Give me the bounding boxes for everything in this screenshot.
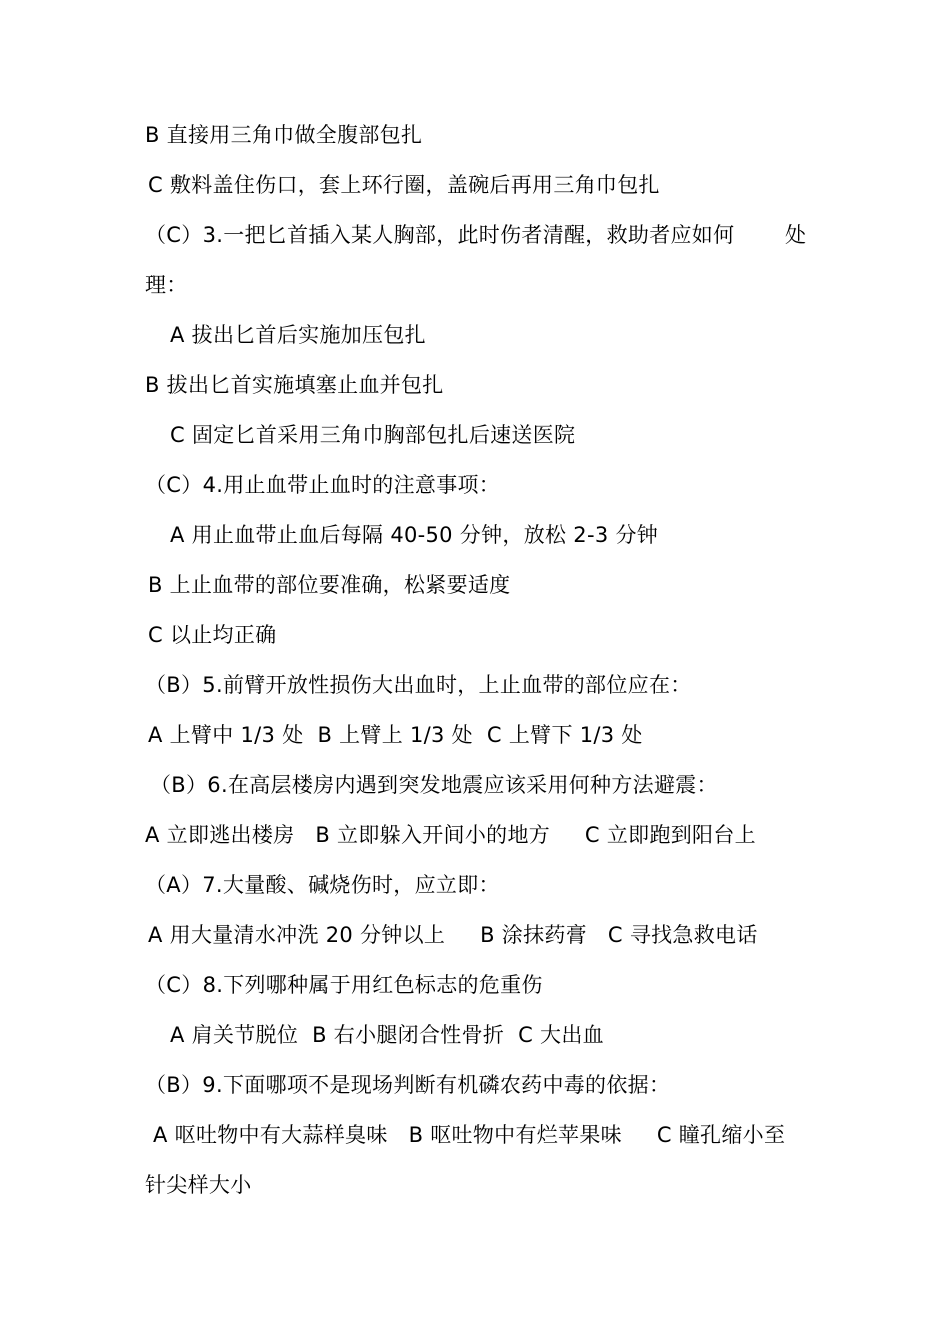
option-c-line: C 敷料盖住伤口，套上环行圈，盖碗后再用三角巾包扎 <box>148 173 660 197</box>
question-7-line: （A）7.大量酸、碱烧伤时，应立即： <box>145 873 500 897</box>
options-line: A 上臂中 1/3 处 B 上臂上 1/3 处 C 上臂下 1/3 处 <box>148 723 643 747</box>
option-c-line: C 以止均正确 <box>148 623 277 647</box>
option-b-line: B 直接用三角巾做全腹部包扎 <box>145 123 423 147</box>
options-continuation: 针尖样大小 <box>145 1173 252 1197</box>
options-line: A 立即逃出楼房 B 立即躲入开间小的地方 C 立即跑到阳台上 <box>145 823 756 847</box>
options-line: A 肩关节脱位 B 右小腿闭合性骨折 C 大出血 <box>170 1023 604 1047</box>
option-b-line: B 上止血带的部位要准确，松紧要适度 <box>148 573 511 597</box>
question-3-tail: 处 <box>785 223 807 247</box>
option-b-line: B 拔出匕首实施填塞止血并包扎 <box>145 373 444 397</box>
question-8-line: （C）8.下列哪种属于用红色标志的危重伤 <box>145 973 543 997</box>
question-6-line: （B）6.在高层楼房内遇到突发地震应该采用何种方法避震： <box>150 773 718 797</box>
question-5-line: （B）5.前臂开放性损伤大出血时，上止血带的部位应在： <box>145 673 692 697</box>
question-3-line: （C）3.一把匕首插入某人胸部，此时伤者清醒，救助者应如何 <box>145 223 735 247</box>
option-c-line: C 固定匕首采用三角巾胸部包扎后速送医院 <box>170 423 576 447</box>
option-a-line: A 拔出匕首后实施加压包扎 <box>170 323 426 347</box>
option-a-line: A 用止血带止血后每隔 40-50 分钟，放松 2-3 分钟 <box>170 523 659 547</box>
options-line: A 用大量清水冲洗 20 分钟以上 B 涂抹药膏 C 寻找急救电话 <box>148 923 758 947</box>
question-4-line: （C）4.用止血带止血时的注意事项： <box>145 473 501 497</box>
options-line: A 呕吐物中有大蒜样臭味 B 呕吐物中有烂苹果味 C 瞳孔缩小至 <box>153 1123 786 1147</box>
question-9-line: （B）9.下面哪项不是现场判断有机磷农药中毒的依据： <box>145 1073 671 1097</box>
question-3-continuation: 理： <box>145 273 188 297</box>
